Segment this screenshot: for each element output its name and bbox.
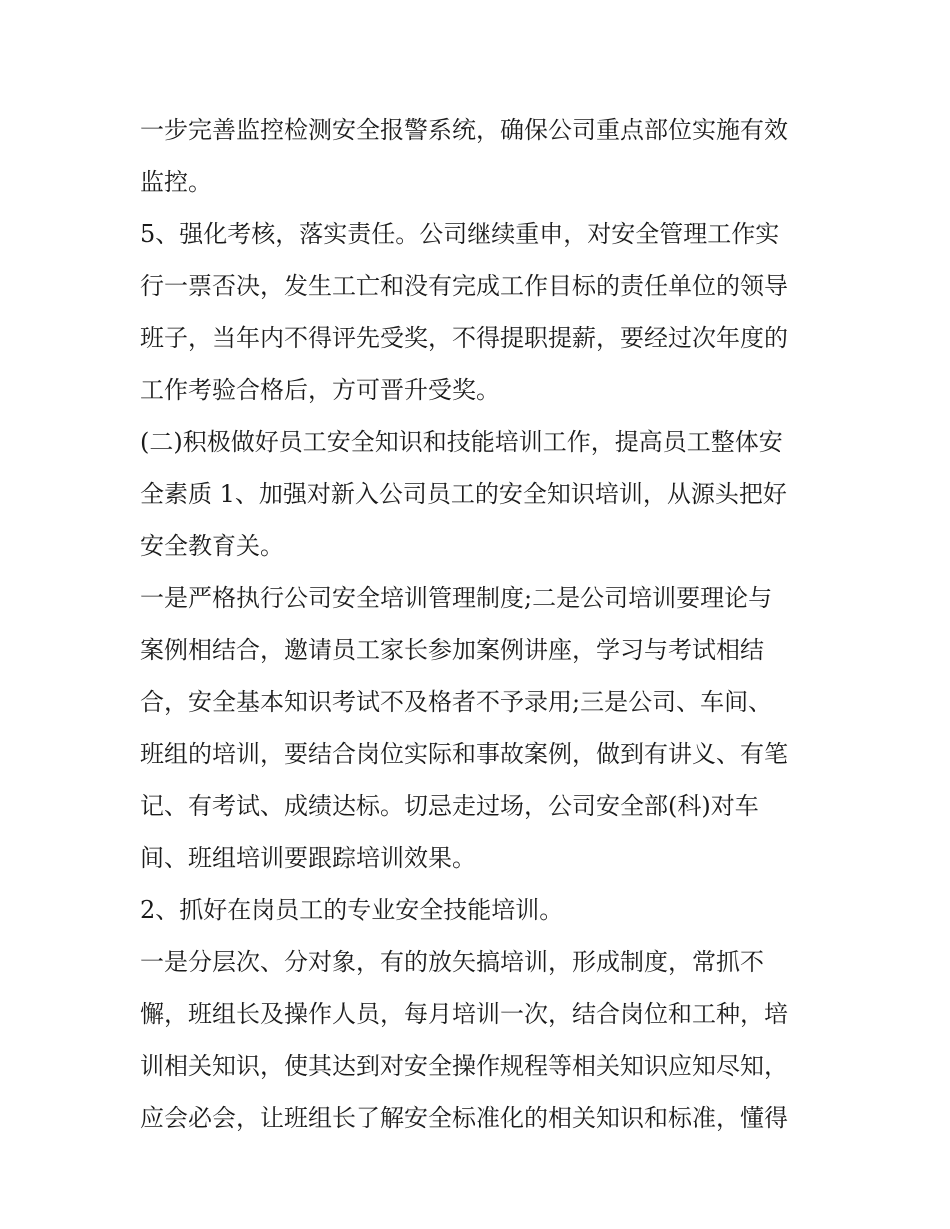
text-line: 监控。	[140, 168, 212, 196]
text-line: 班子，当年内不得评先受奖，不得提职提薪，要经过次年度的	[140, 324, 788, 352]
text-line: 班组的培训，要结合岗位实际和事故案例，做到有讲义、有笔	[140, 740, 788, 768]
text-line: 合，安全基本知识考试不及格者不予录用;三是公司、车间、	[140, 688, 773, 716]
text-line: 5、强化考核，落实责任。公司继续重申，对安全管理工作实	[140, 220, 780, 248]
text-line: 间、班组培训要跟踪培训效果。	[140, 844, 476, 872]
document-body	[140, 104, 820, 1144]
text-line: 一是严格执行公司安全培训管理制度;二是公司培训要理论与	[140, 584, 773, 612]
text-line: (二)积极做好员工安全知识和技能培训工作，提高员工整体安	[140, 428, 783, 456]
text-line: 行一票否决，发生工亡和没有完成工作目标的责任单位的领导	[140, 272, 788, 300]
text-line: 2、抓好在岗员工的专业安全技能培训。	[140, 896, 564, 924]
text-line: 工作考验合格后，方可晋升受奖。	[140, 376, 500, 404]
text-line: 安全教育关。	[140, 532, 284, 560]
text-line: 应会必会，让班组长了解安全标准化的相关知识和标准，懂得	[140, 1104, 788, 1132]
text-line: 案例相结合，邀请员工家长参加案例讲座，学习与考试相结	[140, 636, 764, 664]
text-line: 懈，班组长及操作人员，每月培训一次，结合岗位和工种，培	[140, 1000, 788, 1028]
text-line: 训相关知识，使其达到对安全操作规程等相关知识应知尽知，	[140, 1052, 788, 1080]
text-line: 一步完善监控检测安全报警系统，确保公司重点部位实施有效	[140, 116, 788, 144]
text-line: 全素质 1、加强对新入公司员工的安全知识培训，从源头把好	[140, 480, 787, 508]
text-line: 记、有考试、成绩达标。切忌走过场，公司安全部(科)对车	[140, 792, 759, 820]
text-line: 一是分层次、分对象，有的放矢搞培训，形成制度，常抓不	[140, 948, 764, 976]
